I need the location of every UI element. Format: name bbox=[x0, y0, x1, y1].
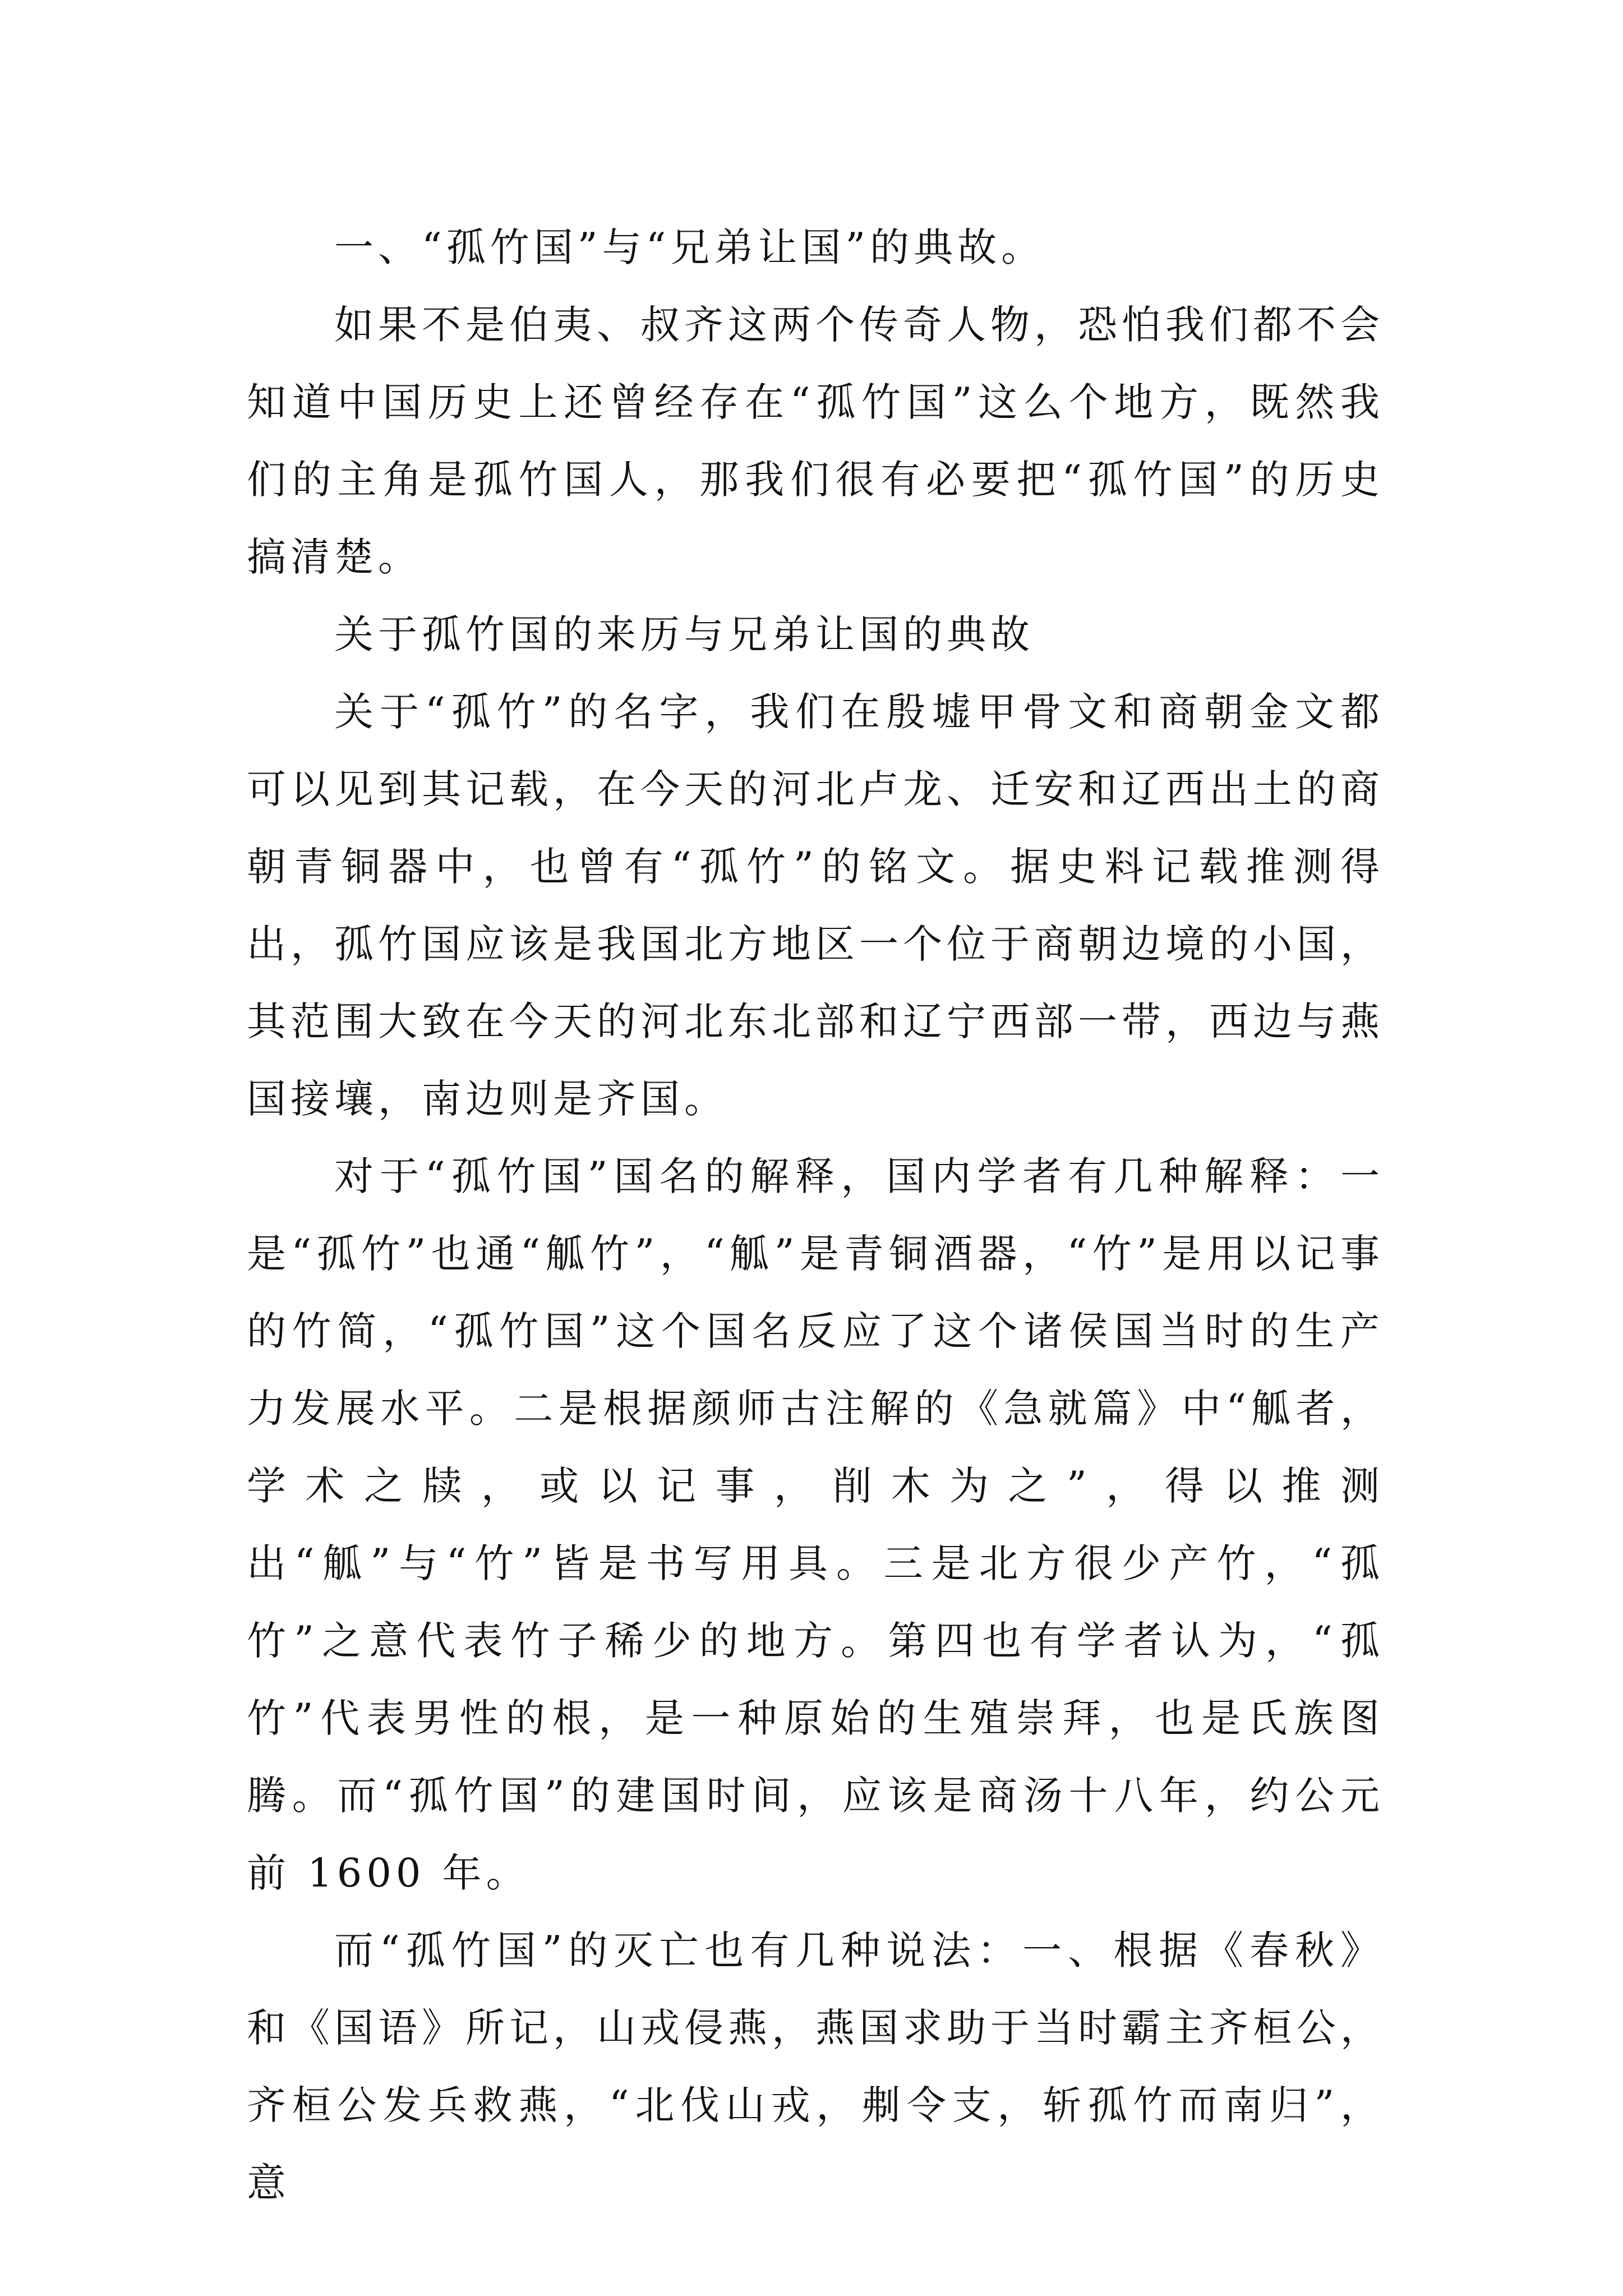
section-heading: 一、“孤竹国”与“兄弟让国”的典故。 bbox=[334, 224, 1045, 270]
paragraph-intro: 如果不是伯夷、叔齐这两个传奇人物，恐怕我们都不会知道中国历史上还曾经存在“孤竹国”这么个地方，既然我们的主角是孤竹国人，那我们很有必要把“孤竹国”的历史搞清楚。 bbox=[247, 302, 1384, 580]
paragraph-name-interpretation: 对于“孤竹国”国名的解释，国内学者有几种解释：一是“孤竹”也通“觚竹”，“觚”是青铜酒器，“竹”是用以记事的竹简，“孤竹国”这个国名反应了这个诸侯国当时的生产力发展水平。二是根据颜师古注解的《急就篇》中“觚者，学术之牍，或以记事，削木为之”，得以推测出“觚”与“竹”皆是书写用具。三是北方很少产竹，“孤竹”之意代表竹子稀少的地方。第四也有学者认为，“孤竹”代表男性的根，是一种原始的生殖崇拜，也是氏族图腾。而“孤竹国”的建国时间，应该是商汤十八年，约公元前 1600 年。 bbox=[247, 1153, 1384, 1896]
paragraph-downfall: 而“孤竹国”的灭亡也有几种说法：一、根据《春秋》和《国语》所记，山戎侵燕，燕国求助于当时霸主齐桓公，齐桓公发兵救燕，“北伐山戎，刜令支，斩孤竹而南归”，意 bbox=[247, 1927, 1384, 2206]
subheading: 关于孤竹国的来历与兄弟让国的典故 bbox=[334, 611, 1034, 657]
paragraph-name-origin: 关于“孤竹”的名字，我们在殷墟甲骨文和商朝金文都可以见到其记载，在今天的河北卢龙、迁安和辽西出土的商朝青铜器中，也曾有“孤竹”的铭文。据史料记载推测得出，孤竹国应该是我国北方地区一个位于商朝边境的小国，其范围大致在今天的河北东北部和辽宁西部一带，西边与燕国接壤，南边则是齐国。 bbox=[247, 689, 1384, 1122]
body-text bbox=[247, 209, 1384, 2221]
